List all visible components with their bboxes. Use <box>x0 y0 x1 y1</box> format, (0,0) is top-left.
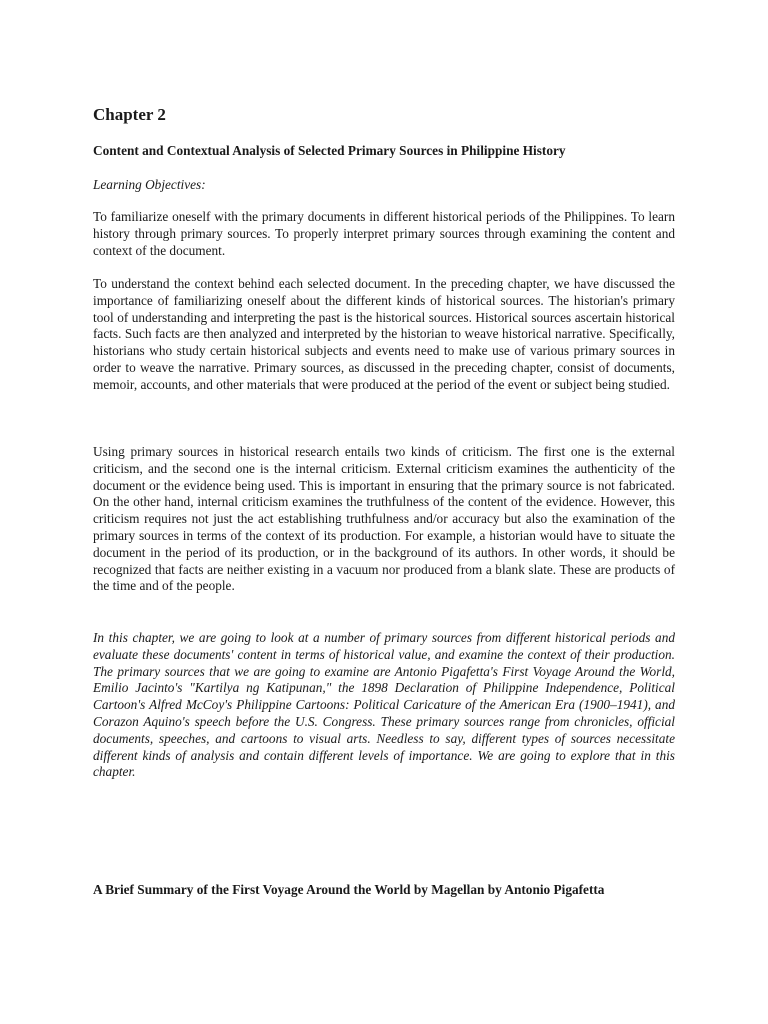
paragraph-context: To understand the context behind each selected document. In the preceding chapter, we have discussed the importance of familiarizing oneself about the different kinds of historical sources. The historian's primary tool of understanding and interpreting the past is the historical sources. Historical sources ascertain historical facts. Such facts are then analyzed and interpreted by the historian to weave historical narrative. Specifically, historians who study certain historical subjects and events need to make use of various primary sources in order to weave the narrative. Primary sources, as discussed in the preceding chapter, consist of documents, memoir, accounts, and other materials that were produced at the period of the event or subject being studied. <box>93 276 675 392</box>
paragraph-chapter-overview: In this chapter, we are going to look at a number of primary sources from different historical periods and evaluate these documents' content in terms of historical value, and examine the context of their production. The primary sources that we are going to examine are Antonio Pigafetta's First Voyage Around the World, Emilio Jacinto's "Kartilya ng Katipunan," the 1898 Declaration of Philippine Independence, Political Cartoon's Alfred McCoy's Philippine Cartoons: Political Caricature of the American Era (1900–1941), and Corazon Aquino's speech before the U.S. Congress. These primary sources range from chronicles, official documents, speeches, and cartoons to visual arts. Needless to say, different types of sources necessitate different kinds of analysis and contain different levels of importance. We are going to explore that in this chapter. <box>93 630 675 780</box>
learning-objectives-label: Learning Objectives: <box>93 177 206 192</box>
section-heading: A Brief Summary of the First Voyage Around the World by Magellan by Antonio Pigafetta <box>93 882 605 897</box>
paragraph-objectives: To familiarize oneself with the primary documents in different historical periods of the Philippines. To learn history through primary sources. To properly interpret primary sources through examining the content and context of the document. <box>93 209 675 258</box>
chapter-title: Content and Contextual Analysis of Selected Primary Sources in Philippine History <box>93 143 566 158</box>
chapter-heading: Chapter 2 <box>93 105 166 124</box>
paragraph-criticism: Using primary sources in historical research entails two kinds of criticism. The first one is the external criticism, and the second one is the internal criticism. External criticism examines the authenticity of the document or the evidence being used. This is important in ensuring that the primary source is not fabricated. On the other hand, internal criticism examines the truthfulness of the content of the evidence. However, this criticism requires not just the act establishing truthfulness and/or accuracy but also the examination of the primary sources in terms of the context of its production. For example, a historian would have to situate the document in the period of its production, or in the background of its authors. In other words, it should be recognized that facts are neither existing in a vacuum nor produced from a blank slate. These are products of the time and of the people. <box>93 444 675 594</box>
